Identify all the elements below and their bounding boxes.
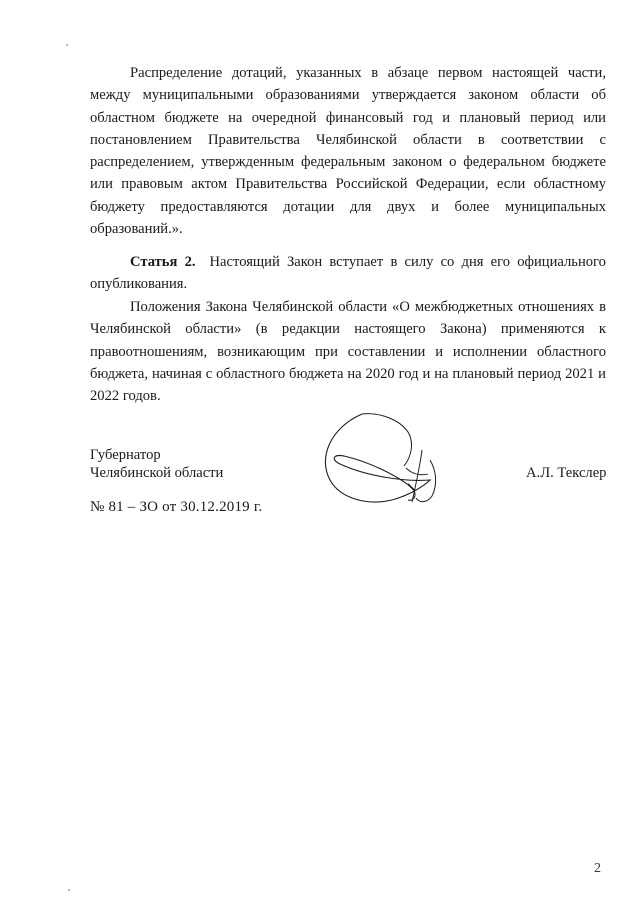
signatory-title xyxy=(90,446,223,482)
signatory-title-line-2: Челябинской области xyxy=(90,465,224,481)
scan-speck xyxy=(66,44,68,46)
article-2-paragraph xyxy=(90,251,606,296)
article-2-text: Настоящий Закон вступает в силу со дня его официального опубликования. xyxy=(90,254,606,293)
signatory-title-line-1: Губернатор xyxy=(90,447,161,463)
document-number-date: № 81 – ЗО от 30.12.2019 г. xyxy=(90,499,263,515)
article-2-heading: Статья 2. xyxy=(130,254,196,270)
signatory-name: А.Л. Текслер xyxy=(526,465,607,481)
scan-speck xyxy=(68,889,70,891)
paragraph-dotation-distribution: Распределение дотаций, указанных в абзаце первом настоящей части, между муниципальными образованиями утверждается законом области об областном бюджете на очередной финансовый год и плановый период или постановлением Правительства Челябинской области в соответствии с распределением, утвержденным федеральным законом о федеральном бюджете или правовым актом Правительства Российской Федерации, если областному бюджету предоставляются дотации для двух и более муниципальных образований.». xyxy=(90,65,606,238)
paragraph-application-provisions: Положения Закона Челябинской области «О межбюджетных отношениях в Челябинской области» (в редакции настоящего Закона) применяются к правоотношениям, возникающим при составлении и исполнении областного бюджета, начиная с областного бюджета на 2020 год и на плановый период 2021 и 2022 годов. xyxy=(90,299,606,405)
page-number: 2 xyxy=(594,861,601,876)
handwritten-signature xyxy=(300,410,460,520)
